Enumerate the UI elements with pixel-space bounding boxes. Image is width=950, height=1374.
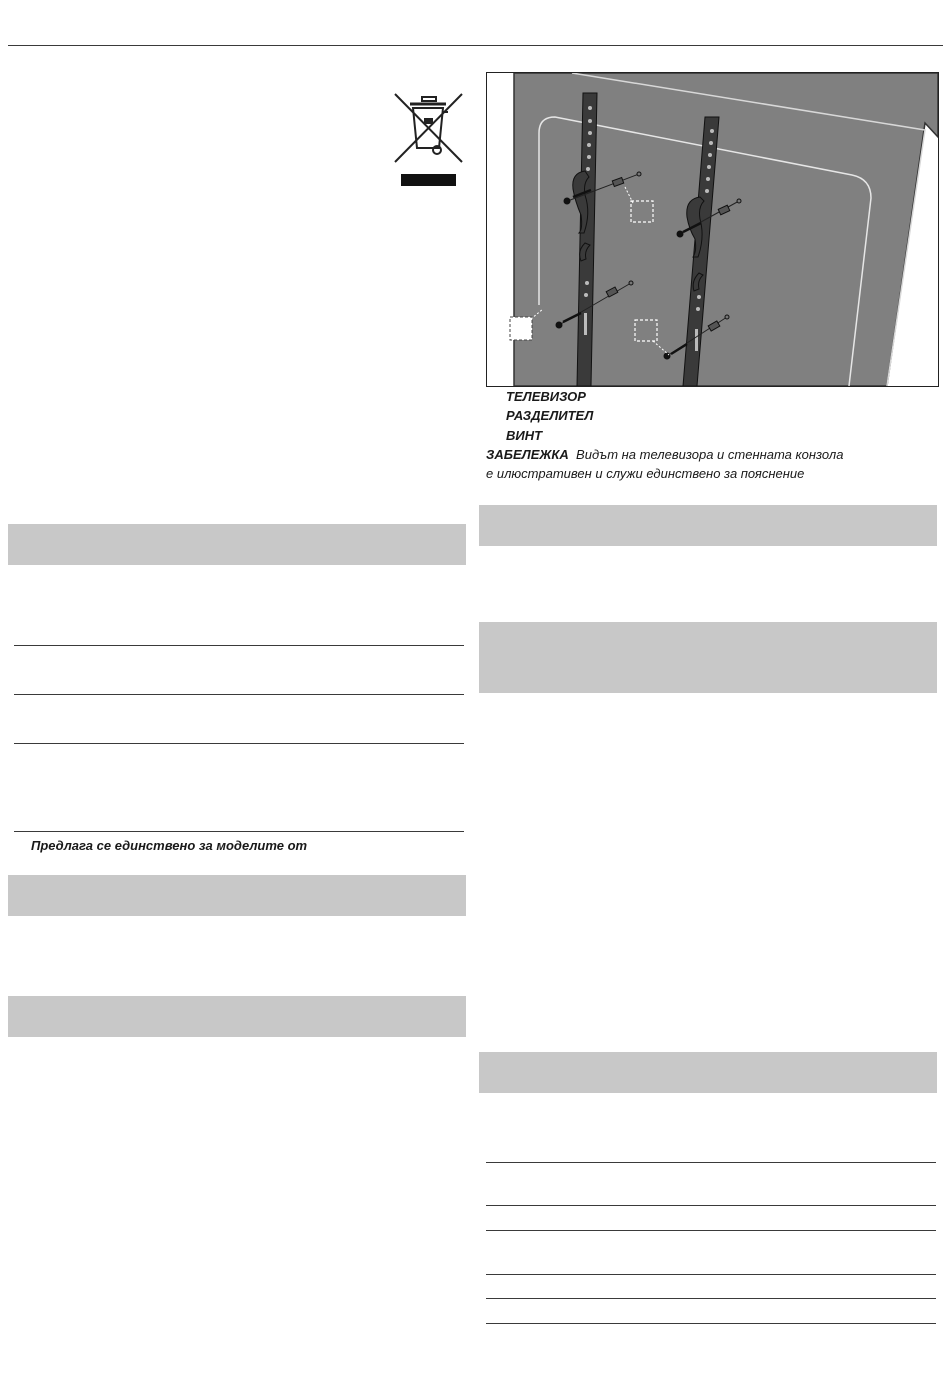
table-rule (486, 1298, 936, 1299)
table-rule (486, 1230, 936, 1231)
table-rule (486, 1323, 936, 1324)
header-rule (8, 45, 943, 46)
table-rule (14, 831, 464, 832)
table-rule (486, 1274, 936, 1275)
section-band-left-2 (8, 875, 466, 916)
table-rule (14, 645, 464, 646)
callout-box-tv (510, 317, 532, 340)
legend-tv: ТЕЛЕВИЗОР (506, 389, 586, 404)
table-rule (14, 694, 464, 695)
section-band-right-1 (479, 505, 937, 546)
legend-spacer: РАЗДЕЛИТЕЛ (506, 408, 594, 423)
section-band-left-3 (8, 996, 466, 1037)
wall-mount-illustration (486, 72, 939, 387)
table-rule (486, 1205, 936, 1206)
legend-screw: ВИНТ (506, 428, 543, 443)
weee-bin-icon (392, 92, 464, 188)
note-label: ЗАБЕЛЕЖКА (486, 447, 569, 462)
figure-note (486, 447, 843, 463)
table-rule (14, 743, 464, 744)
note-text-line2: е илюстративен и служи единствено за пояснение (486, 466, 805, 481)
section-band-right-3 (479, 1052, 937, 1093)
footnote: Предлага се единствено за моделите от (31, 838, 308, 853)
section-band-left-1 (8, 524, 466, 565)
table-rule (486, 1162, 936, 1163)
section-band-right-2 (479, 622, 937, 693)
note-text-line1: Видът на телевизора и стенната конзола (576, 447, 844, 462)
